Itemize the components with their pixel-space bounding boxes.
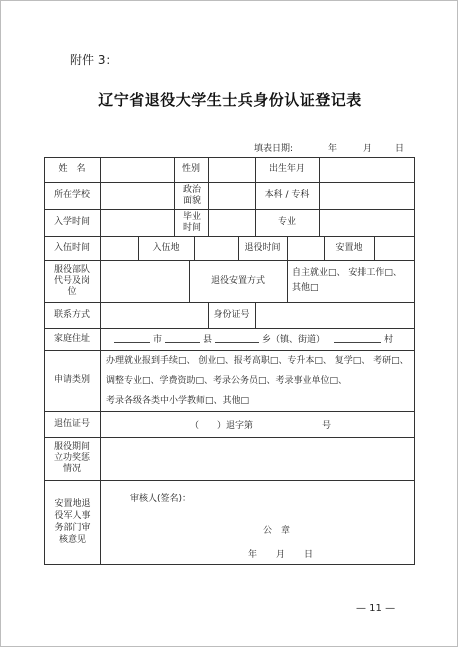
address-field[interactable]: [101, 328, 414, 350]
apply-options-line-1[interactable]: 办理就业报到手续□、 创业□、报考高职□、专升本□、 复学□、 考研□、: [106, 356, 409, 366]
placement-place-field[interactable]: [375, 236, 414, 260]
retire-cert-suffix: 号: [322, 421, 332, 431]
registration-table: [44, 157, 415, 564]
school-field[interactable]: [101, 182, 174, 209]
label-review: 安置地退役军人事务部门审核意见: [54, 499, 91, 545]
major-field[interactable]: [320, 209, 414, 236]
label-placement-place: 安置地: [335, 242, 363, 253]
enroll-field[interactable]: [101, 209, 174, 236]
official-seal: 公 章: [263, 526, 291, 536]
label-major: 专业: [277, 217, 296, 227]
apply-options-line-2[interactable]: 调整专业□、学费资助□、考录公务员□、考录事业单位□、: [106, 376, 348, 386]
label-retire-time: 退役时间: [244, 242, 281, 253]
address-village: 村: [384, 335, 394, 345]
label-enlist-time: 入伍时间: [53, 242, 90, 253]
fill-date-year: 年: [328, 144, 338, 154]
enlist-place-field[interactable]: [195, 236, 238, 260]
retire-cert-field[interactable]: [101, 411, 414, 437]
form-title: 辽宁省退役大学生士兵身份认证登记表: [98, 91, 362, 109]
name-field[interactable]: [101, 157, 174, 182]
label-birth: 出生年月: [268, 164, 305, 174]
degree-field[interactable]: [320, 182, 414, 209]
contact-field[interactable]: [101, 302, 208, 328]
label-name: 姓 名: [58, 164, 86, 174]
review-month: 月: [276, 550, 286, 560]
address-county: 县: [203, 335, 213, 345]
label-graduate: 毕业时间: [182, 211, 201, 233]
enlist-time-field[interactable]: [101, 236, 138, 260]
address-city: 市: [153, 335, 163, 345]
label-address: 家庭住址: [53, 333, 90, 344]
attachment-label: 附件 3：: [70, 53, 118, 67]
label-apply-type: 申请类别: [53, 375, 90, 385]
label-school: 所在学校: [53, 190, 90, 200]
awards-field[interactable]: [101, 437, 414, 480]
apply-options-line-3[interactable]: 考录各级各类中小学教师□、其他□: [106, 396, 250, 406]
unit-field[interactable]: [101, 260, 189, 302]
review-day: 日: [304, 550, 314, 560]
retire-cert-prefix: （ ）退字第: [190, 421, 254, 431]
retire-time-field[interactable]: [288, 236, 324, 260]
political-field[interactable]: [209, 182, 255, 209]
fill-date-month: 月: [363, 144, 373, 154]
review-box[interactable]: [101, 480, 414, 564]
label-enlist-place: 入伍地: [152, 242, 180, 253]
address-town: 乡（镇、街道）: [262, 335, 326, 345]
label-political: 政治面貌: [182, 184, 201, 206]
label-unit: 服役部队代号及岗位: [53, 264, 90, 297]
id-number-field[interactable]: [256, 302, 414, 328]
reviewer-signature: 审核人(签名)：: [130, 494, 192, 504]
label-retire-cert: 退伍证号: [53, 418, 90, 429]
label-id-number: 身份证号: [213, 309, 250, 320]
label-enroll: 入学时间: [53, 217, 90, 227]
review-year: 年: [248, 550, 258, 560]
gender-field[interactable]: [209, 157, 255, 182]
placement-options[interactable]: 自主就业□、 安排工作□、其他□: [292, 268, 402, 293]
page-number: — 11 —: [356, 603, 396, 614]
fill-date-day: 日: [395, 144, 405, 154]
label-contact: 联系方式: [53, 309, 90, 320]
fill-date-label: 填表日期:: [254, 144, 294, 154]
birth-field[interactable]: [320, 157, 414, 182]
label-gender: 性别: [181, 164, 200, 174]
label-awards: 服役期间立功奖惩情况: [53, 442, 90, 474]
label-degree: 本科 / 专科: [264, 190, 310, 200]
graduate-field[interactable]: [209, 209, 255, 236]
label-placement-method: 退役安置方式: [210, 275, 265, 286]
